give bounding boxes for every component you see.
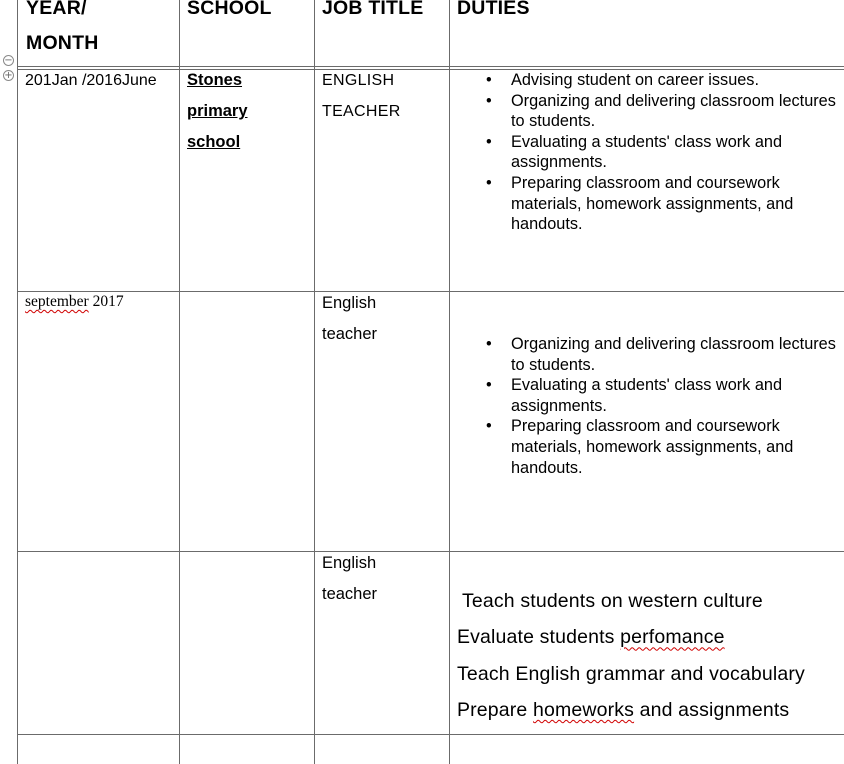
header-year-month-line1: YEAR/ [26,0,87,19]
list-item: • Preparing classroom and coursework materials, homework assignments, and handouts. [486,173,794,234]
row-2-duties-list [486,334,836,478]
row-1-duties-list [486,70,836,235]
header-duties: DUTIES [457,0,530,19]
header-year-month-line2: MONTH [26,32,99,54]
column-border-duties [449,0,450,764]
list-item: • Evaluating a students' class work and assignments. [486,376,782,415]
plus-circle-icon[interactable]: + [4,70,13,81]
row-3-duty-1: Teach students on western culture [462,590,763,612]
row-3-job-line2: teacher [322,585,378,603]
row-2-bottom-border [17,551,844,552]
row-2-date [25,286,124,317]
list-item: • Evaluating a students' class work and assignments. [486,132,782,172]
row-1-job-line1: ENGLISH [322,72,395,89]
bullet-dot-icon: • [486,132,492,151]
row-2-job-line2: teacher [322,325,378,343]
row-1-job-title [322,65,401,127]
list-item: • Preparing classroom and coursework materials, homework assignments, and handouts. [486,417,794,477]
row-2-job-title [322,288,377,350]
list-item: • Organizing and delivering classroom lectures to students. [486,91,836,131]
header-year-month [26,0,99,61]
row-3-bottom-border [17,734,844,735]
column-border-job [314,0,315,764]
row-1-school [187,65,248,158]
bullet-dot-icon: • [486,71,492,89]
bullet-dot-icon: • [486,173,492,192]
list-item: • Advising student on career issues. [486,71,759,89]
row-1-bottom-border [17,291,844,292]
row-3-duty-3: Teach English grammar and vocabulary [457,662,805,685]
bullet-dot-icon: • [486,335,492,353]
row-2-date-month: september [25,293,89,310]
bullet-dot-icon: • [486,376,492,395]
row-3-job-title [322,548,377,610]
list-item: • Organizing and delivering classroom lectures to students. [486,335,836,374]
row-3-job-line1: English [322,554,377,572]
row-1-job-line2: TEACHER [322,103,401,120]
header-school: SCHOOL [187,0,272,19]
column-border-left [17,0,18,764]
row-2-job-line1: English [322,294,377,312]
header-job-title: JOB TITLE [322,0,424,19]
bullet-dot-icon: • [486,417,492,436]
spelling-error-perfomance[interactable]: perfomance [620,626,725,649]
row-1-school-line1: Stones [187,71,243,89]
row-3-duty-4: Prepare homeworks and assignments [457,698,790,721]
row-3-duty-2: Evaluate students perfomance [457,626,725,649]
row-1-school-line3: school [187,133,241,151]
row-1-school-line2: primary [187,102,248,120]
row-1-date: 201Jan /2016June [25,72,157,89]
row-3-duties [457,583,842,728]
column-border-school [179,0,180,764]
minus-circle-icon[interactable]: − [4,55,13,66]
bullet-dot-icon: • [486,91,492,110]
spelling-error-homeworks[interactable]: homeworks [533,698,635,721]
row-2-date-year: 2017 [92,293,124,310]
